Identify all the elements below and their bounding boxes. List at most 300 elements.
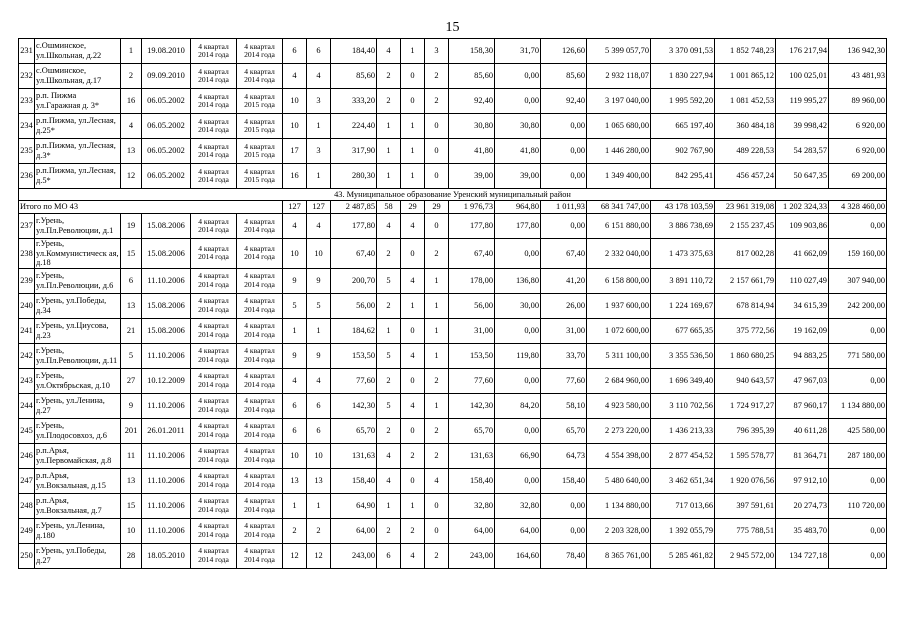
total-cell: 43 178 103,59 [651, 201, 715, 214]
table-cell: 131,63 [449, 443, 495, 468]
table-cell: 4 [401, 268, 425, 293]
table-cell: 4 квартал 2014 года [237, 368, 283, 393]
table-cell: 5 [377, 343, 401, 368]
address-cell: г.Урень, ул.Коммунистическ ая, д.18 [36, 239, 119, 268]
total-label: Итого по МО 43 [19, 201, 283, 214]
table-cell: 87 960,17 [776, 393, 829, 418]
table-cell: 4 квартал 2014 года [191, 418, 237, 443]
table-cell: 2 [377, 239, 401, 269]
table-cell: 136 942,30 [829, 39, 887, 64]
table-cell: 239 [19, 268, 35, 293]
table-cell: 248 [19, 493, 35, 518]
table-cell: 32,80 [449, 493, 495, 518]
table-cell: 1 [307, 114, 331, 139]
table-cell: 40 611,28 [776, 418, 829, 443]
table-cell: 32,80 [495, 493, 541, 518]
table-cell: 67,40 [541, 239, 587, 269]
table-cell: 4 [307, 368, 331, 393]
table-cell: 9 [283, 268, 307, 293]
table-cell: 2 [377, 89, 401, 114]
table-cell: 4 квартал 2014 года [191, 139, 237, 164]
table-cell: 3 [307, 89, 331, 114]
table-cell: 0,00 [495, 318, 541, 343]
table-cell: 13 [307, 468, 331, 493]
table-cell: 2 [121, 64, 142, 89]
table-cell: 244 [19, 393, 35, 418]
table-cell: 360 484,18 [715, 114, 776, 139]
table-cell: 41,80 [495, 139, 541, 164]
table-cell: 06.05.2002 [142, 139, 191, 164]
table-cell: 4 квартал 2014 года [191, 214, 237, 239]
table-cell: 5 [377, 268, 401, 293]
table-cell: 13 [121, 139, 142, 164]
table-cell: 06.05.2002 [142, 114, 191, 139]
table-cell: 234 [19, 114, 35, 139]
table-cell: 333,20 [331, 89, 377, 114]
table-cell: 717 013,66 [651, 493, 715, 518]
table-cell: 0 [401, 64, 425, 89]
table-cell: 16 [283, 164, 307, 189]
table-row [19, 343, 887, 368]
table-cell: 31,70 [495, 39, 541, 64]
table-cell: 0 [401, 418, 425, 443]
table-cell: 3 110 702,56 [651, 393, 715, 418]
table-row [19, 318, 887, 343]
table-cell: 15.08.2006 [142, 214, 191, 239]
table-cell: 06.05.2002 [142, 164, 191, 189]
table-cell: 5 399 057,70 [587, 39, 651, 64]
table-cell: 119,80 [495, 343, 541, 368]
table-cell: 10 [121, 518, 142, 543]
table-cell: 3 [307, 139, 331, 164]
table-cell: 940 643,57 [715, 368, 776, 393]
table-cell: 236 [19, 164, 35, 189]
table-cell: 164,60 [495, 543, 541, 568]
table-cell: 4 квартал 2014 года [237, 393, 283, 418]
table-cell: 15.08.2006 [142, 318, 191, 343]
table-cell: 456 457,24 [715, 164, 776, 189]
table-cell: 250 [19, 543, 35, 568]
table-cell: 317,90 [331, 139, 377, 164]
table-cell: 94 883,25 [776, 343, 829, 368]
table-cell: 0 [425, 518, 449, 543]
table-cell: 4 [121, 114, 142, 139]
table-cell: 677 665,35 [651, 318, 715, 343]
table-cell: 1 436 213,33 [651, 418, 715, 443]
table-cell: 54 283,57 [776, 139, 829, 164]
table-cell: 1 [377, 114, 401, 139]
table-cell: 15.08.2006 [142, 293, 191, 318]
table-cell: 2 [425, 543, 449, 568]
table-cell: 11.10.2006 [142, 518, 191, 543]
table-row [19, 493, 887, 518]
table-cell: 4 [401, 343, 425, 368]
table-cell: 4 квартал 2014 года [191, 318, 237, 343]
table-cell: 2 [425, 89, 449, 114]
table-cell: 4 квартал 2014 года [237, 343, 283, 368]
table-cell: 397 591,61 [715, 493, 776, 518]
table-row [19, 164, 887, 189]
table-cell: 158,40 [541, 468, 587, 493]
table-cell: 158,40 [331, 468, 377, 493]
table-cell: 20 274,73 [776, 493, 829, 518]
table-cell: 6 920,00 [829, 139, 887, 164]
table-cell: 159 160,00 [829, 239, 887, 269]
address-cell: г.Урень, ул.Плодосовхоз, д.6 [35, 418, 121, 443]
table-cell: 243 [19, 368, 35, 393]
table-cell: 41,80 [449, 139, 495, 164]
table-cell: 131,63 [331, 443, 377, 468]
table-cell: 15.08.2006 [142, 239, 191, 269]
total-cell: 68 341 747,00 [587, 201, 651, 214]
table-cell: 2 [307, 518, 331, 543]
table-cell: 1 473 375,63 [651, 239, 715, 269]
table-cell: 1 001 865,12 [715, 64, 776, 89]
table-cell: 2 [377, 64, 401, 89]
table-cell: 489 228,53 [715, 139, 776, 164]
table-cell: 39 998,42 [776, 114, 829, 139]
table-cell: 3 462 651,34 [651, 468, 715, 493]
table-cell: 47 967,03 [776, 368, 829, 393]
total-cell: 964,80 [495, 201, 541, 214]
table-row [19, 418, 887, 443]
table-cell: 3 197 040,00 [587, 89, 651, 114]
table-cell: 1 [307, 493, 331, 518]
table-cell: 6 158 800,00 [587, 268, 651, 293]
table-cell: 1 081 452,53 [715, 89, 776, 114]
table-row [19, 518, 887, 543]
table-cell: 0,00 [829, 543, 887, 568]
table-cell: 2 [425, 368, 449, 393]
housing-resettlement-table [18, 38, 887, 569]
address-cell: р.п.Пижма, ул.Лесная, д.25* [35, 114, 121, 139]
table-row [19, 239, 887, 269]
total-cell: 23 961 319,08 [715, 201, 776, 214]
table-cell: 2 [377, 518, 401, 543]
address-cell: с.Ошминское, ул.Школьная, д.22 [35, 39, 121, 64]
table-cell: 11.10.2006 [142, 343, 191, 368]
table-cell: 92,40 [541, 89, 587, 114]
table-cell: 307 940,00 [829, 268, 887, 293]
table-cell: 0,00 [495, 239, 541, 269]
address-cell: г.Урень, ул.Октябрьская, д.10 [35, 368, 121, 393]
table-cell: 4 квартал 2014 года [191, 39, 237, 64]
table-cell: 69 200,00 [829, 164, 887, 189]
table-cell: 64,73 [541, 443, 587, 468]
table-cell: 12 [121, 164, 142, 189]
table-cell: 1 [425, 293, 449, 318]
table-cell: 2 [425, 443, 449, 468]
table-cell: 0,00 [541, 214, 587, 239]
table-cell: 1 [377, 318, 401, 343]
table-cell: 85,60 [331, 64, 377, 89]
table-cell: 33,70 [541, 343, 587, 368]
table-cell: 6 [121, 268, 142, 293]
table-cell: 58,10 [541, 393, 587, 418]
table-cell: 4 [377, 468, 401, 493]
table-cell: 240 [19, 293, 35, 318]
table-cell: 4 554 398,00 [587, 443, 651, 468]
table-cell: 0 [425, 114, 449, 139]
table-cell: 92,40 [449, 89, 495, 114]
table-cell: 2 [425, 64, 449, 89]
table-cell: 9 [283, 343, 307, 368]
table-cell: 4 [401, 214, 425, 239]
table-cell: 1 [283, 493, 307, 518]
table-cell: 19.08.2010 [142, 39, 191, 64]
table-cell: 89 960,00 [829, 89, 887, 114]
table-cell: 665 197,40 [651, 114, 715, 139]
table-cell: 2 932 118,07 [587, 64, 651, 89]
table-row [19, 468, 887, 493]
table-cell: 4 квартал 2014 года [191, 89, 237, 114]
table-cell: 0,00 [829, 318, 887, 343]
table-cell: 18.05.2010 [142, 543, 191, 568]
table-cell: 43 481,93 [829, 64, 887, 89]
table-cell: 81 364,71 [776, 443, 829, 468]
table-cell: 4 [425, 468, 449, 493]
table-cell: 4 квартал 2014 года [237, 318, 283, 343]
table-cell: 242 200,00 [829, 293, 887, 318]
table-cell: 65,70 [331, 418, 377, 443]
table-cell: 50 647,35 [776, 164, 829, 189]
address-cell: р.п.Пижма, ул.Лесная, д.5* [35, 164, 121, 189]
table-row [19, 543, 887, 568]
table-cell: 100 025,01 [776, 64, 829, 89]
table-cell: 77,60 [541, 368, 587, 393]
table-cell: 0,00 [541, 139, 587, 164]
table-cell: 12 [307, 543, 331, 568]
table-cell: 1 [401, 139, 425, 164]
table-cell: 1 [425, 393, 449, 418]
table-cell: 5 480 640,00 [587, 468, 651, 493]
table-row [19, 443, 887, 468]
table-cell: 0,00 [829, 518, 887, 543]
table-cell: 4 квартал 2014 года [237, 293, 283, 318]
table-cell: 10 [283, 239, 307, 269]
table-cell: 817 002,28 [715, 239, 776, 269]
table-cell: 1 [425, 318, 449, 343]
table-cell: 375 772,56 [715, 318, 776, 343]
table-cell: 4 [401, 543, 425, 568]
table-row [19, 368, 887, 393]
table-cell: 153,50 [449, 343, 495, 368]
table-cell: 5 [121, 343, 142, 368]
table-cell: 0,00 [829, 368, 887, 393]
table-cell: 12 [283, 543, 307, 568]
table-cell: 678 814,94 [715, 293, 776, 318]
table-cell: 1 [401, 39, 425, 64]
table-cell: 1 595 578,77 [715, 443, 776, 468]
table-cell: 11.10.2006 [142, 268, 191, 293]
table-cell: 41 662,09 [776, 239, 829, 269]
address-cell: г.Урень, ул.Пл.Революции, д.6 [35, 268, 121, 293]
table-cell: 5 [377, 393, 401, 418]
table-cell: 0,00 [495, 468, 541, 493]
table-cell: 153,50 [331, 343, 377, 368]
table-cell: 0,00 [541, 518, 587, 543]
table-cell: 4 квартал 2014 года [191, 393, 237, 418]
table-cell: 287 180,00 [829, 443, 887, 468]
table-cell: 56,00 [331, 293, 377, 318]
table-cell: 4 квартал 2014 года [191, 443, 237, 468]
table-cell: 4 квартал 2015 года [237, 114, 283, 139]
table-cell: 4 квартал 2014 года [191, 293, 237, 318]
table-cell: 9 [307, 343, 331, 368]
table-cell: 177,80 [449, 214, 495, 239]
table-cell: 0,00 [495, 418, 541, 443]
table-cell: 9 [121, 393, 142, 418]
address-cell: р.п. Пижма ул.Гаражная д. 3* [35, 89, 121, 114]
table-cell: 0 [401, 368, 425, 393]
address-cell: г.Урень, ул.Пл.Революции, д.11 [35, 343, 121, 368]
table-cell: 0 [425, 139, 449, 164]
table-cell: 5 [307, 293, 331, 318]
table-cell: 4 [307, 64, 331, 89]
table-cell: 30,00 [495, 293, 541, 318]
table-row [19, 393, 887, 418]
table-cell: 243,00 [331, 543, 377, 568]
table-cell: 280,30 [331, 164, 377, 189]
table-cell: 10 [283, 443, 307, 468]
table-cell: 27 [121, 368, 142, 393]
table-cell: 34 615,39 [776, 293, 829, 318]
table-row [19, 293, 887, 318]
table-cell: 0 [401, 89, 425, 114]
table-cell: 0 [425, 214, 449, 239]
table-cell: 1 446 280,00 [587, 139, 651, 164]
total-cell: 127 [307, 201, 331, 214]
table-cell: 1 392 055,79 [651, 518, 715, 543]
table-cell: 1 [401, 293, 425, 318]
table-cell: 15 [121, 239, 142, 269]
table-cell: 249 [19, 518, 35, 543]
table-cell: 109 903,86 [776, 214, 829, 239]
table-cell: 3 355 536,50 [651, 343, 715, 368]
table-cell: 0,00 [541, 164, 587, 189]
table-cell: 85,60 [541, 64, 587, 89]
address-cell: с.Ошминское, ул.Школьная, д.17 [35, 64, 121, 89]
table-cell: 2 945 572,00 [715, 543, 776, 568]
table-cell: 6 [377, 543, 401, 568]
table-cell: 1 830 227,94 [651, 64, 715, 89]
table-cell: 65,70 [449, 418, 495, 443]
table-cell: 6 [283, 418, 307, 443]
total-cell: 2 487,85 [331, 201, 377, 214]
table-cell: 1 [307, 318, 331, 343]
table-cell: 10 [283, 114, 307, 139]
table-row [19, 214, 887, 239]
address-cell: г.Урень, ул.Пл.Революции, д.1 [35, 214, 121, 239]
table-cell: 247 [19, 468, 35, 493]
table-cell: 2 332 040,00 [587, 239, 651, 269]
table-cell: 184,40 [331, 39, 377, 64]
address-cell: р.п.Арья, ул.Вокзальная, д.15 [35, 468, 121, 493]
table-cell: 9 [307, 268, 331, 293]
table-cell: 200,70 [331, 268, 377, 293]
table-cell: 1 [401, 114, 425, 139]
table-cell: 13 [121, 293, 142, 318]
table-cell: 2 [425, 239, 449, 269]
table-cell: 231 [19, 39, 35, 64]
table-cell: 3 891 110,72 [651, 268, 715, 293]
table-cell: 0,00 [541, 114, 587, 139]
table-cell: 0,00 [541, 493, 587, 518]
table-cell: 4 квартал 2014 года [237, 64, 283, 89]
table-cell: 31,00 [449, 318, 495, 343]
table-cell: 4 квартал 2014 года [191, 239, 237, 269]
table-cell: 66,90 [495, 443, 541, 468]
address-cell: р.п.Арья, ул.Первомайская, д.8 [35, 443, 121, 468]
table-cell: 8 365 761,00 [587, 543, 651, 568]
table-cell: 177,80 [331, 214, 377, 239]
table-row [19, 39, 887, 64]
address-cell: г.Урень, ул.Победы, д.27 [35, 543, 121, 568]
table-cell: 4 квартал 2014 года [237, 493, 283, 518]
table-cell: 176 217,94 [776, 39, 829, 64]
table-cell: 184,62 [331, 318, 377, 343]
table-cell: 1 [283, 318, 307, 343]
table-cell: 67,40 [331, 239, 377, 269]
table-cell: 17 [283, 139, 307, 164]
table-cell: 1 [425, 268, 449, 293]
table-cell: 11.10.2006 [142, 493, 191, 518]
table-cell: 1 696 349,40 [651, 368, 715, 393]
table-cell: 4 квартал 2014 года [191, 164, 237, 189]
table-cell: 142,30 [331, 393, 377, 418]
table-cell: 0 [401, 468, 425, 493]
table-cell: 26,00 [541, 293, 587, 318]
table-cell: 2 [401, 443, 425, 468]
table-cell: 0 [401, 318, 425, 343]
table-cell: 77,60 [331, 368, 377, 393]
table-cell: 2 [283, 518, 307, 543]
table-cell: 4 квартал 2014 года [191, 343, 237, 368]
table-cell: 28 [121, 543, 142, 568]
table-cell: 4 квартал 2015 года [237, 139, 283, 164]
table-cell: 09.09.2010 [142, 64, 191, 89]
table-cell: 775 788,51 [715, 518, 776, 543]
table-row [19, 89, 887, 114]
table-row [19, 114, 887, 139]
table-cell: 4 квартал 2014 года [191, 64, 237, 89]
table-cell: 902 767,90 [651, 139, 715, 164]
table-cell: 1 065 680,00 [587, 114, 651, 139]
table-cell: 233 [19, 89, 35, 114]
table-row [19, 139, 887, 164]
table-cell: 84,20 [495, 393, 541, 418]
table-cell: 4 923 580,00 [587, 393, 651, 418]
table-cell: 10.12.2009 [142, 368, 191, 393]
table-cell: 67,40 [449, 239, 495, 269]
table-cell: 16 [121, 89, 142, 114]
table-cell: 41,20 [541, 268, 587, 293]
table-cell: 30,80 [495, 114, 541, 139]
table-cell: 2 [401, 518, 425, 543]
table-cell: 64,90 [331, 493, 377, 518]
table-cell: 11.10.2006 [142, 443, 191, 468]
address-cell: г.Урень, ул.Ленина, д.180 [35, 518, 121, 543]
table-cell: 1 [425, 343, 449, 368]
table-cell: 237 [19, 214, 35, 239]
total-cell: 29 [401, 201, 425, 214]
table-cell: 1 [307, 164, 331, 189]
table-cell: 4 квартал 2014 года [237, 443, 283, 468]
table-cell: 4 квартал 2014 года [237, 518, 283, 543]
table-cell: 78,40 [541, 543, 587, 568]
table-cell: 19 162,09 [776, 318, 829, 343]
table-cell: 6 151 880,00 [587, 214, 651, 239]
